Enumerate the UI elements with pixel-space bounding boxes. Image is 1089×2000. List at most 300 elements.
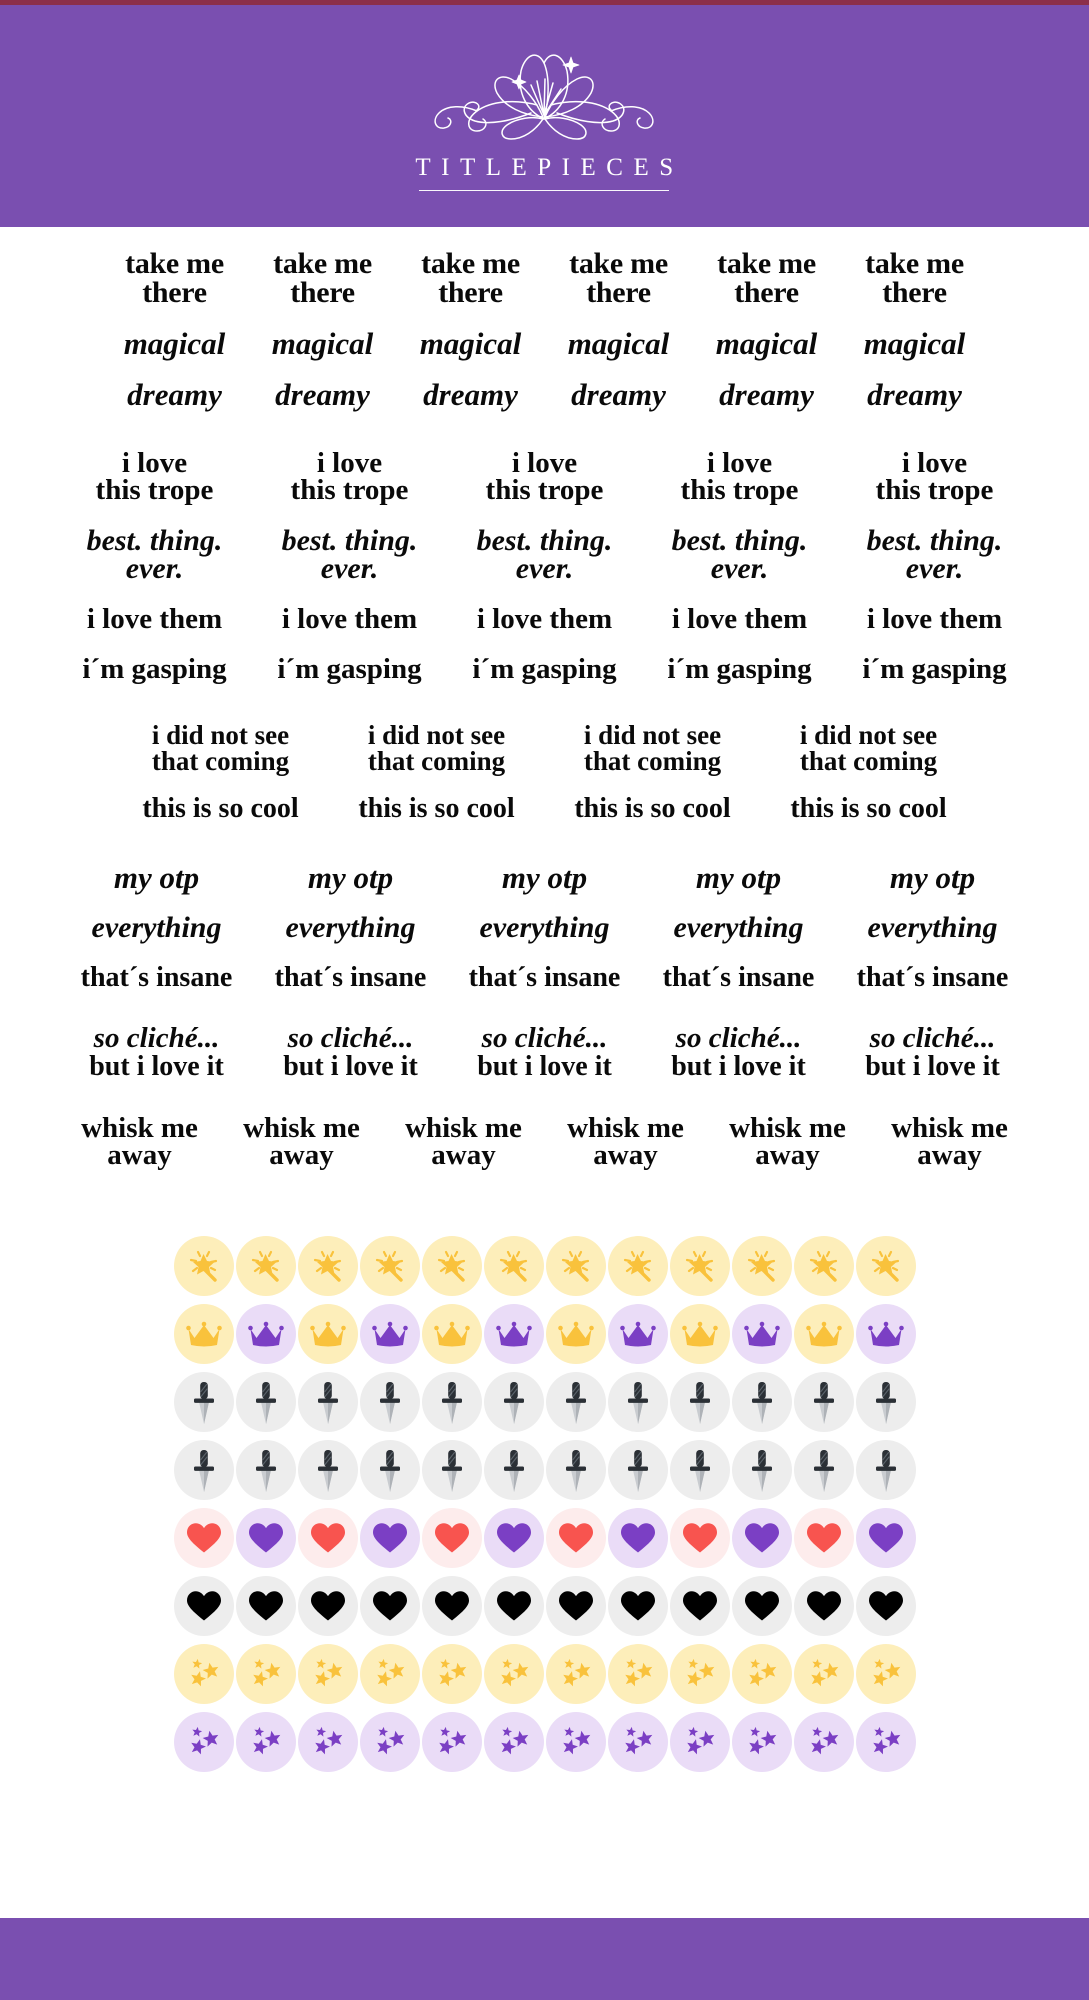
heart-icon [620,1590,656,1622]
icon-sticker[interactable] [670,1644,730,1704]
text-sticker[interactable]: that´s insane [468,961,621,993]
crown-icon [247,1319,285,1349]
icon-sticker[interactable] [732,1304,792,1364]
text-sticker[interactable] [252,523,447,586]
star-cluster-icon [618,1723,658,1761]
icon-sticker[interactable] [856,1440,916,1500]
heart-icon [806,1522,842,1554]
icon-sticker[interactable] [236,1440,296,1500]
sticker-line-1: whisk me [567,1111,684,1144]
sticker-line-2: but i love it [477,1051,612,1083]
icon-sticker[interactable] [298,1508,358,1568]
sticker-line-1: take me [717,247,816,280]
text-sticker[interactable]: everything [91,911,222,945]
icon-sticker[interactable] [174,1508,234,1568]
icon-sticker[interactable] [360,1508,420,1568]
text-sticker[interactable] [329,720,545,776]
icon-sticker[interactable] [484,1372,544,1432]
magic-wand-icon [432,1246,472,1286]
text-sticker[interactable]: i´m gasping [667,652,812,685]
text-sticker[interactable]: my otp [501,859,588,895]
icon-sticker[interactable] [546,1236,606,1296]
text-sticker[interactable] [841,247,989,309]
sticker-line-1: so cliché... [869,1022,996,1055]
crown-icon [557,1319,595,1349]
icon-sticker[interactable] [360,1236,420,1296]
icon-sticker[interactable] [856,1644,916,1704]
text-sticker[interactable] [254,1022,448,1083]
text-sticker[interactable]: magical [863,326,966,361]
text-sticker[interactable] [101,247,249,309]
icon-sticker[interactable] [174,1712,234,1772]
icon-sticker[interactable] [484,1304,544,1364]
star-cluster-icon [556,1723,596,1761]
sticker-row-magical [0,326,1089,361]
text-sticker[interactable]: dreamy [275,377,370,413]
text-sticker[interactable]: dreamy [571,377,666,413]
star-cluster-icon [742,1655,782,1693]
heart-icon [434,1522,470,1554]
sticker-line-1: best. thing. [866,523,1003,557]
icon-sticker-row [0,1576,1089,1636]
sticker-line-1: take me [569,247,668,280]
text-sticker[interactable]: this is so cool [142,793,299,825]
star-cluster-icon [680,1655,720,1693]
text-sticker[interactable]: i love them [671,602,808,635]
sticker-line-2: there [290,275,355,309]
sticker-line-2: that coming [151,745,290,776]
icon-sticker[interactable] [794,1712,854,1772]
text-sticker[interactable]: that´s insane [274,961,427,993]
icon-sticker[interactable] [546,1644,606,1704]
icon-sticker[interactable] [236,1576,296,1636]
text-sticker[interactable]: my otp [695,859,782,895]
icon-sticker[interactable] [174,1576,234,1636]
icon-sticker[interactable] [794,1372,854,1432]
text-sticker[interactable] [642,1022,836,1083]
heart-icon [186,1590,222,1622]
magic-wand-icon [308,1246,348,1286]
sticker-line-1: whisk me [405,1111,522,1144]
icon-sticker[interactable] [794,1644,854,1704]
star-cluster-icon [494,1655,534,1693]
icon-sticker[interactable] [236,1372,296,1432]
sticker-row-i-love-them [0,602,1089,635]
icon-sticker[interactable] [298,1712,358,1772]
dagger-icon [687,1380,713,1424]
dagger-icon [563,1448,589,1492]
heart-icon [496,1590,532,1622]
text-sticker[interactable] [545,720,761,776]
sticker-line-2: ever. [125,552,184,586]
footer-banner [0,1918,1089,2000]
icon-sticker[interactable] [360,1712,420,1772]
sticker-line-2: ever. [320,552,379,586]
text-sticker[interactable]: dreamy [127,377,222,413]
text-sticker[interactable] [249,247,397,309]
star-cluster-icon [866,1723,906,1761]
text-sticker[interactable]: this is so cool [790,793,947,825]
text-sticker[interactable] [397,247,545,309]
icon-sticker[interactable] [298,1576,358,1636]
icon-sticker[interactable] [794,1576,854,1636]
sticker-row-best-thing-ever [0,523,1089,586]
sticker-row-dreamy [0,377,1089,413]
text-sticker[interactable] [447,446,642,507]
sticker-line-1: so cliché... [287,1022,414,1055]
header-banner [0,5,1089,227]
icon-sticker[interactable] [422,1372,482,1432]
heart-icon [682,1522,718,1554]
icon-sticker[interactable] [608,1508,668,1568]
text-sticker[interactable]: i´m gasping [862,652,1007,685]
icon-sticker[interactable] [670,1576,730,1636]
sticker-line-1: i love [511,446,578,479]
text-sticker[interactable]: dreamy [867,377,962,413]
icon-sticker[interactable] [670,1440,730,1500]
text-sticker[interactable] [221,1111,383,1172]
text-sticker[interactable]: dreamy [719,377,814,413]
sticker-line-1: whisk me [81,1111,198,1144]
icon-sticker[interactable] [360,1644,420,1704]
icon-sticker[interactable] [422,1440,482,1500]
dagger-icon [315,1448,341,1492]
icon-sticker[interactable] [732,1372,792,1432]
heart-icon [372,1590,408,1622]
text-sticker[interactable]: that´s insane [80,961,233,993]
text-sticker[interactable]: magical [567,326,670,361]
star-cluster-icon [184,1655,224,1693]
icon-sticker[interactable] [174,1644,234,1704]
sticker-line-1: i did not see [151,720,290,751]
text-sticker[interactable] [57,446,252,507]
icon-sticker[interactable] [298,1372,358,1432]
text-sticker[interactable]: i´m gasping [472,652,617,685]
magic-wand-icon [556,1246,596,1286]
dagger-icon [191,1448,217,1492]
sticker-line-2: this trope [485,474,604,507]
star-cluster-icon [680,1723,720,1761]
crown-icon [867,1319,905,1349]
crown-icon [805,1319,843,1349]
sticker-line-1: take me [273,247,372,280]
icon-sticker[interactable] [360,1304,420,1364]
sticker-line-2: that coming [799,745,938,776]
text-sticker[interactable] [693,247,841,309]
text-sticker[interactable] [707,1111,869,1172]
sticker-line-1: i love [121,446,188,479]
icon-sticker[interactable] [856,1304,916,1364]
text-sticker[interactable]: everything [285,911,416,945]
icon-sticker[interactable] [422,1508,482,1568]
icon-sticker[interactable] [484,1576,544,1636]
sticker-row-whisk-me-away [0,1111,1089,1172]
dagger-icon [687,1448,713,1492]
magic-wand-icon [618,1246,658,1286]
icon-sticker[interactable] [608,1440,668,1500]
star-cluster-icon [742,1723,782,1761]
icon-sticker[interactable] [422,1712,482,1772]
icon-sticker[interactable] [236,1644,296,1704]
sticker-line-1: i love [901,446,968,479]
icon-sticker[interactable] [856,1508,916,1568]
text-sticker[interactable]: this is so cool [358,793,515,825]
icon-sticker[interactable] [794,1440,854,1500]
icon-sticker[interactable] [608,1372,668,1432]
star-cluster-icon [246,1655,286,1693]
star-cluster-icon [432,1655,472,1693]
text-sticker[interactable]: i´m gasping [82,652,227,685]
text-sticker[interactable]: my otp [113,859,200,895]
icon-sticker[interactable] [856,1372,916,1432]
sticker-line-2: this trope [875,474,994,507]
sticker-row-everything [0,911,1089,945]
text-sticker[interactable] [545,1111,707,1172]
text-sticker[interactable] [447,523,642,586]
sticker-line-1: i did not see [799,720,938,751]
text-sticker[interactable]: i love them [86,602,223,635]
icon-sticker[interactable] [484,1508,544,1568]
icon-sticker[interactable] [236,1508,296,1568]
dagger-icon [873,1380,899,1424]
star-cluster-icon [184,1723,224,1761]
sticker-line-2: away [755,1139,820,1172]
sticker-line-2: away [917,1139,982,1172]
text-sticker[interactable]: i love them [866,602,1003,635]
icon-sticker[interactable] [174,1440,234,1500]
icon-sticker[interactable] [484,1236,544,1296]
text-sticker[interactable]: magical [419,326,522,361]
sticker-line-1: so cliché... [93,1022,220,1055]
sticker-row-take-me-there [0,247,1089,309]
text-sticker[interactable] [642,446,837,507]
text-sticker[interactable] [448,1022,642,1083]
icon-sticker[interactable] [608,1304,668,1364]
dagger-icon [873,1448,899,1492]
sticker-line-1: take me [125,247,224,280]
text-sticker[interactable] [57,523,252,586]
icon-sticker[interactable] [608,1644,668,1704]
sticker-line-1: best. thing. [476,523,613,557]
icon-sticker[interactable] [670,1372,730,1432]
icon-sticker[interactable] [608,1712,668,1772]
icon-sticker[interactable] [546,1712,606,1772]
text-sticker[interactable] [545,247,693,309]
icon-sticker-area [0,1236,1089,1780]
sticker-line-2: there [882,275,947,309]
magic-wand-icon [804,1246,844,1286]
icon-sticker[interactable] [546,1440,606,1500]
icon-sticker[interactable] [546,1576,606,1636]
heart-icon [806,1590,842,1622]
heart-icon [868,1522,904,1554]
heart-icon [310,1590,346,1622]
sticker-line-1: i love [706,446,773,479]
dagger-icon [377,1448,403,1492]
text-sticker[interactable] [60,1022,254,1083]
sticker-line-2: this trope [680,474,799,507]
icon-sticker[interactable] [670,1508,730,1568]
dagger-icon [501,1448,527,1492]
icon-sticker-row [0,1304,1089,1364]
text-sticker[interactable]: that´s insane [662,961,815,993]
dagger-icon [563,1380,589,1424]
text-sticker[interactable] [59,1111,221,1172]
text-sticker[interactable] [383,1111,545,1172]
icon-sticker[interactable] [732,1576,792,1636]
heart-icon [372,1522,408,1554]
icon-sticker[interactable] [422,1576,482,1636]
heart-icon [496,1522,532,1554]
star-cluster-icon [804,1655,844,1693]
icon-sticker[interactable] [360,1372,420,1432]
dagger-icon [439,1448,465,1492]
icon-sticker[interactable] [794,1236,854,1296]
icon-sticker[interactable] [236,1236,296,1296]
sticker-line-1: whisk me [891,1111,1008,1144]
crown-icon [495,1319,533,1349]
sticker-line-2: away [593,1139,658,1172]
icon-sticker[interactable] [236,1712,296,1772]
icon-sticker[interactable] [546,1372,606,1432]
sticker-line-2: away [431,1139,496,1172]
sticker-line-2: there [734,275,799,309]
text-sticker[interactable]: my otp [307,859,394,895]
icon-sticker[interactable] [670,1304,730,1364]
magic-wand-icon [370,1246,410,1286]
text-sticker[interactable] [837,523,1032,586]
icon-sticker[interactable] [484,1712,544,1772]
heart-icon [248,1590,284,1622]
icon-sticker[interactable] [484,1440,544,1500]
icon-sticker[interactable] [732,1712,792,1772]
star-cluster-icon [246,1723,286,1761]
dagger-icon [377,1380,403,1424]
icon-sticker[interactable] [174,1304,234,1364]
text-sticker[interactable]: everything [673,911,804,945]
text-sticker[interactable]: that´s insane [856,961,1009,993]
icon-sticker[interactable] [732,1508,792,1568]
text-sticker[interactable] [761,720,977,776]
dagger-icon [811,1448,837,1492]
star-cluster-icon [618,1655,658,1693]
icon-sticker[interactable] [298,1644,358,1704]
icon-sticker[interactable] [174,1236,234,1296]
text-sticker[interactable]: magical [715,326,818,361]
heart-icon [310,1522,346,1554]
icon-sticker[interactable] [546,1304,606,1364]
icon-sticker[interactable] [484,1644,544,1704]
icon-sticker[interactable] [236,1304,296,1364]
brand-logo [405,41,683,192]
icon-sticker[interactable] [174,1372,234,1432]
text-sticker[interactable]: i love them [281,602,418,635]
text-sticker[interactable]: magical [271,326,374,361]
text-sticker[interactable]: magical [123,326,226,361]
text-sticker[interactable]: i love them [476,602,613,635]
sticker-row-this-is-so-cool [0,793,1089,825]
star-cluster-icon [432,1723,472,1761]
text-sticker-area [0,247,1089,1172]
dagger-icon [315,1380,341,1424]
icon-sticker[interactable] [608,1236,668,1296]
icon-sticker[interactable] [298,1440,358,1500]
star-cluster-icon [804,1723,844,1761]
icon-sticker[interactable] [360,1440,420,1500]
text-sticker[interactable]: everything [479,911,610,945]
dagger-icon [749,1380,775,1424]
icon-sticker[interactable] [360,1576,420,1636]
text-sticker[interactable]: dreamy [423,377,518,413]
sticker-line-2: but i love it [89,1051,224,1083]
text-sticker[interactable] [869,1111,1031,1172]
crown-icon [433,1319,471,1349]
text-sticker[interactable]: everything [867,911,998,945]
icon-sticker[interactable] [670,1236,730,1296]
text-sticker[interactable]: this is so cool [574,793,731,825]
icon-sticker-row [0,1236,1089,1296]
sticker-line-2: away [107,1139,172,1172]
icon-sticker[interactable] [298,1304,358,1364]
text-sticker[interactable]: my otp [889,859,976,895]
sticker-line-2: ever. [515,552,574,586]
sticker-row-thats-insane [0,961,1089,993]
icon-sticker[interactable] [732,1236,792,1296]
icon-sticker[interactable] [732,1440,792,1500]
text-sticker[interactable] [113,720,329,776]
icon-sticker[interactable] [422,1644,482,1704]
sticker-line-2: that coming [583,745,722,776]
icon-sticker-row [0,1372,1089,1432]
sticker-line-2: but i love it [283,1051,418,1083]
icon-sticker[interactable] [856,1576,916,1636]
sticker-line-1: i did not see [367,720,506,751]
icon-sticker[interactable] [608,1576,668,1636]
sticker-line-1: take me [421,247,520,280]
crown-icon [619,1319,657,1349]
icon-sticker[interactable] [422,1236,482,1296]
sticker-line-1: best. thing. [281,523,418,557]
heart-icon [868,1590,904,1622]
icon-sticker[interactable] [298,1236,358,1296]
sticker-line-2: but i love it [671,1051,806,1083]
sticker-group-b [0,446,1089,685]
sticker-line-1: i did not see [583,720,722,751]
heart-icon [434,1590,470,1622]
sticker-line-1: whisk me [729,1111,846,1144]
crown-icon [743,1319,781,1349]
brand-wordmark: TITLEPIECES [415,153,684,181]
heart-icon [248,1522,284,1554]
text-sticker[interactable] [252,446,447,507]
icon-sticker[interactable] [732,1644,792,1704]
icon-sticker[interactable] [794,1304,854,1364]
text-sticker[interactable] [642,523,837,586]
icon-sticker[interactable] [422,1304,482,1364]
text-sticker[interactable] [837,446,1032,507]
heart-icon [558,1522,594,1554]
sticker-line-2: away [269,1139,334,1172]
icon-sticker[interactable] [546,1508,606,1568]
text-sticker[interactable] [836,1022,1030,1083]
sticker-line-2: that coming [367,745,506,776]
text-sticker[interactable]: i´m gasping [277,652,422,685]
icon-sticker[interactable] [856,1236,916,1296]
star-cluster-icon [370,1655,410,1693]
icon-sticker[interactable] [670,1712,730,1772]
icon-sticker[interactable] [794,1508,854,1568]
icon-sticker[interactable] [856,1712,916,1772]
